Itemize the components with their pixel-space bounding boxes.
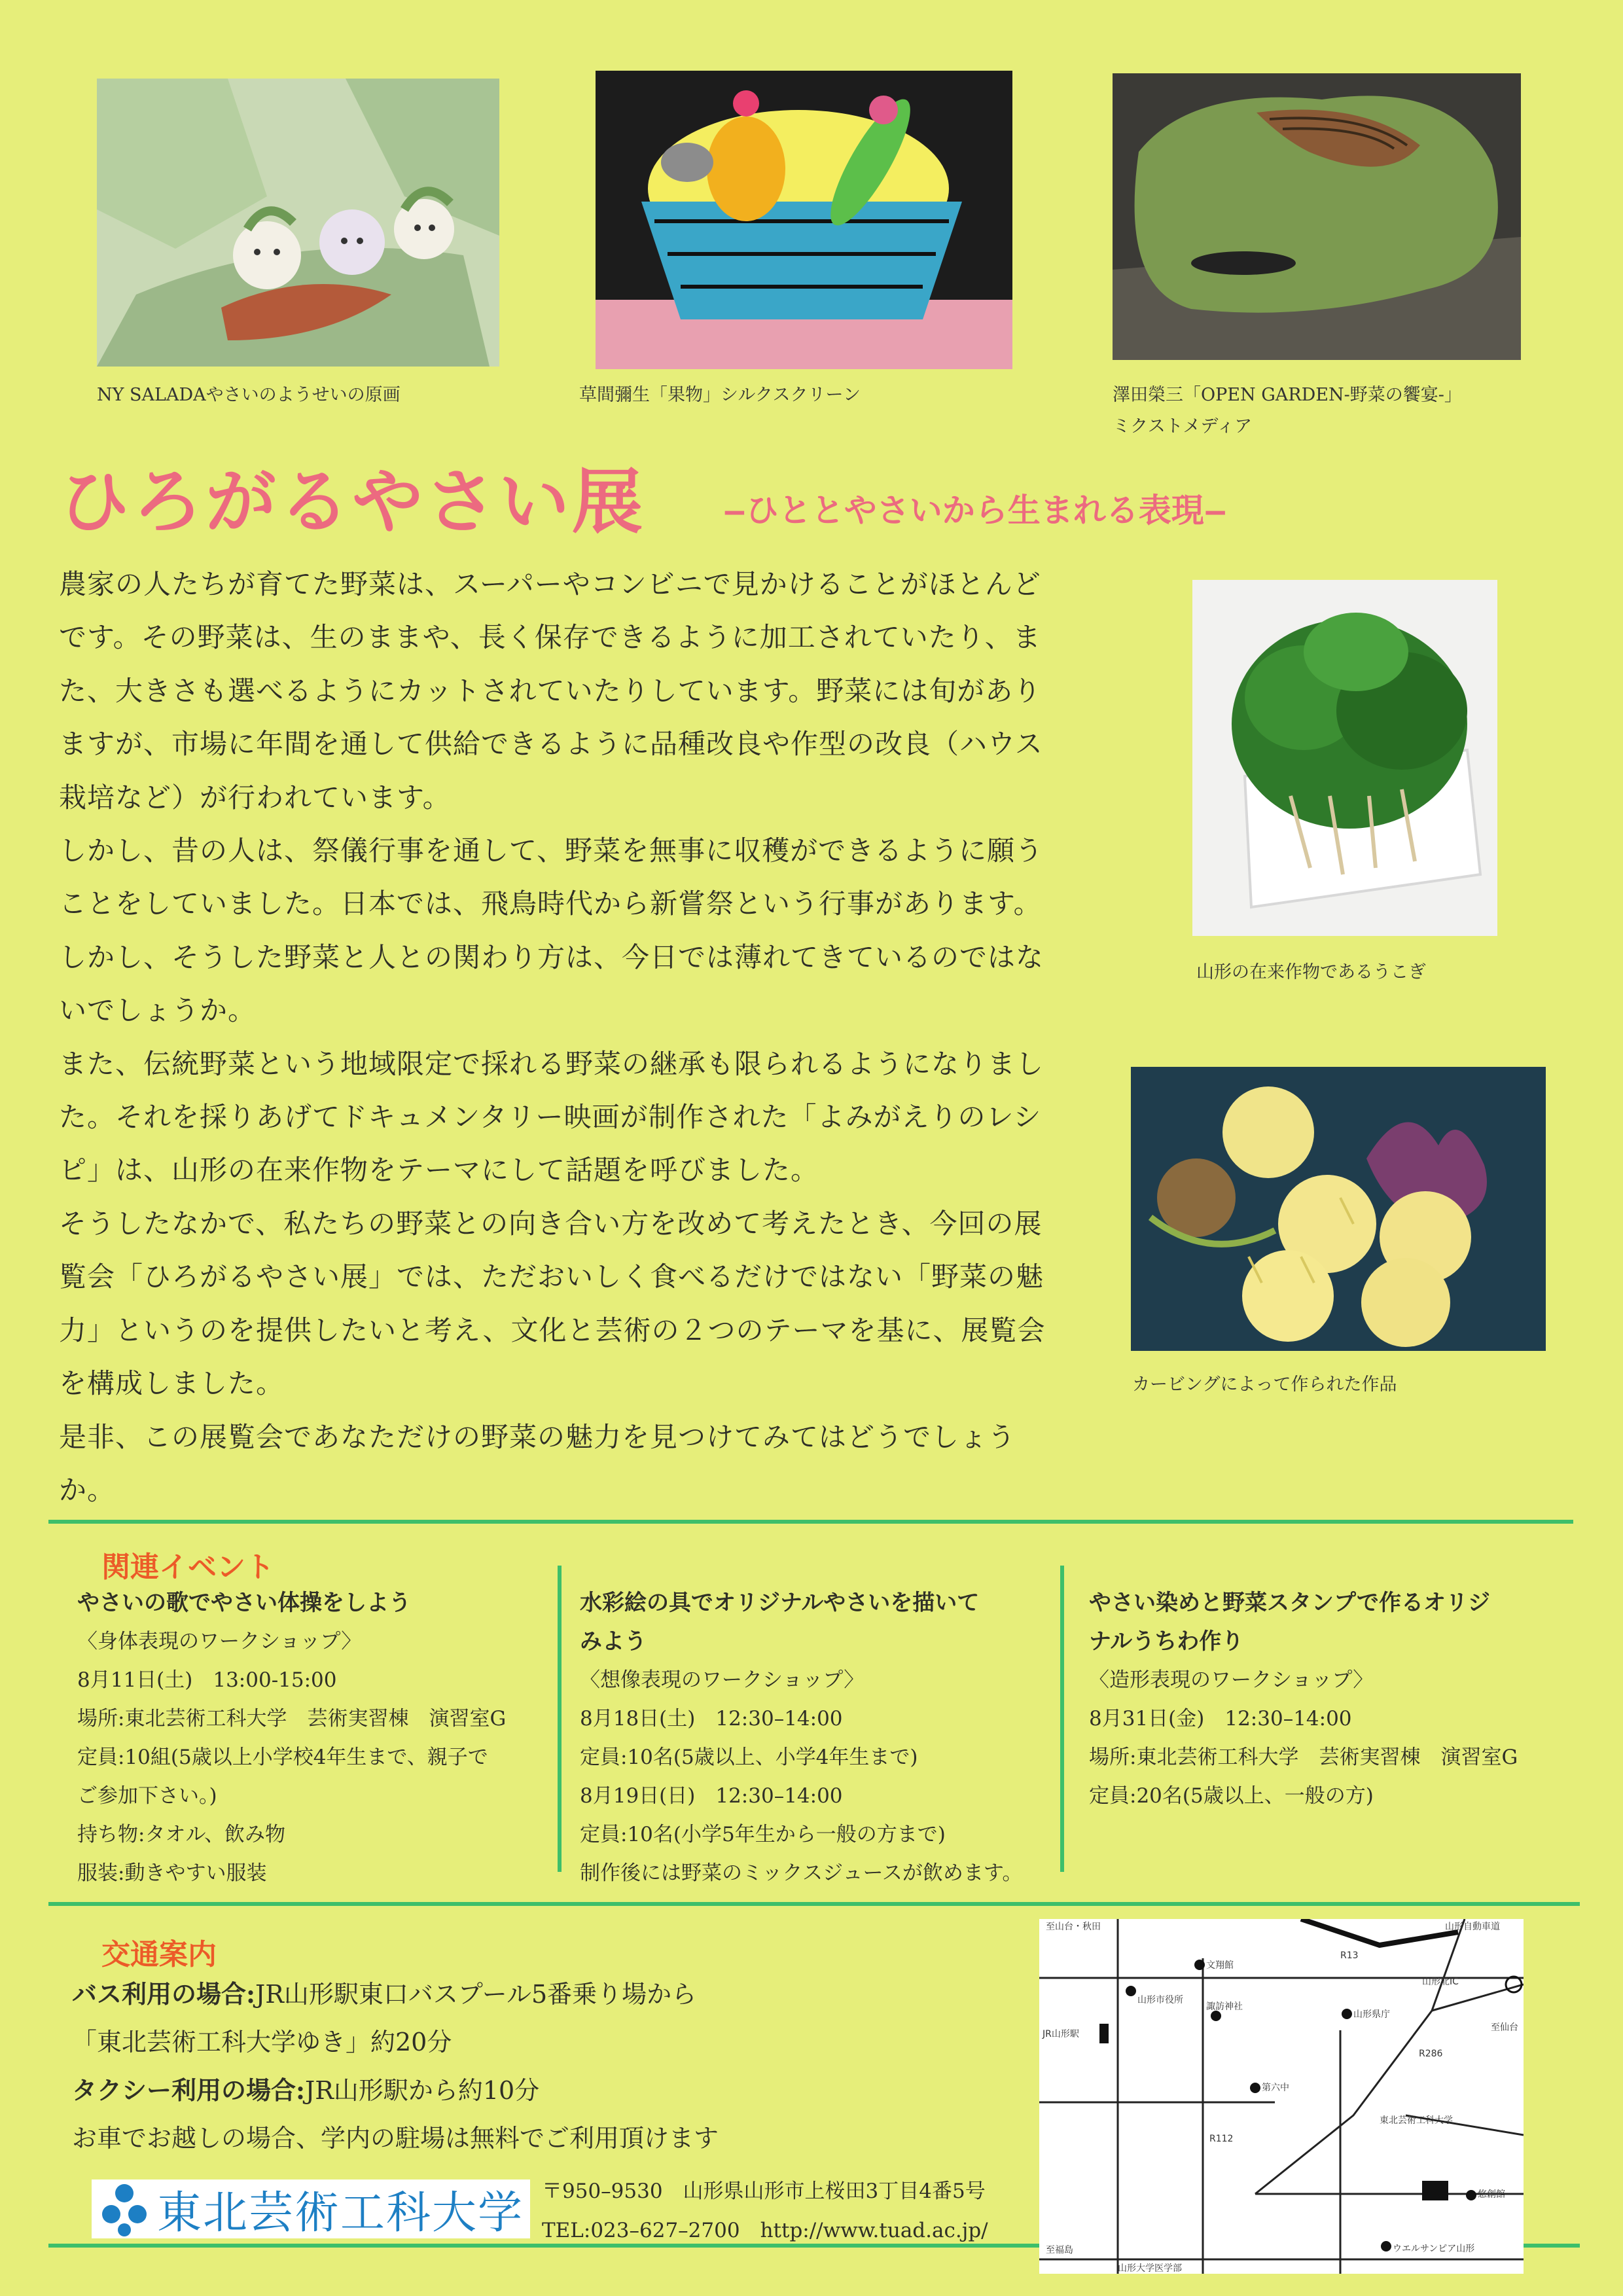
event-place: 場所:東北芸術工科大学 芸術実習棟 演習室G [77, 1707, 507, 1731]
event-2 [580, 1584, 1058, 1893]
column-divider-2 [1060, 1566, 1064, 1872]
map-label: 至福島 [1046, 2245, 1073, 2255]
event-date: 8月11日(土) 13:00-15:00 [77, 1668, 337, 1692]
intro-text [59, 558, 1067, 1516]
caption-open-garden-line1: 澤田榮三「OPEN GARDEN-野菜の饗宴-」 [1113, 385, 1462, 405]
map-label: 諏訪神社 [1206, 2001, 1243, 2012]
university-tel-url[interactable]: TEL:023–627–2700 http://www.tuad.ac.jp/ [542, 2219, 988, 2242]
event-type: 〈身体表現のワークショップ〉 [77, 1630, 362, 1653]
intro-paragraph: そうしたなかで、私たちの野菜との向き合い方を改めて考えたとき、今回の展覧会「ひろがるやさい展」では、ただおいしく食べるだけではない「野菜の魅力」というのを提供したいと考え、文化と芸術の２つのテーマを基に、展覧会を構成しました。 [59, 1207, 1046, 1400]
access-bus-2: 「東北芸術工科大学ゆき」約20分 [72, 2028, 452, 2056]
event-wear: 服装:動きやすい服装 [77, 1861, 267, 1885]
photo-ukogi [1192, 580, 1497, 936]
photo-ny-salada [97, 79, 499, 367]
map-label: R286 [1419, 2049, 1443, 2059]
access-bus [72, 1970, 719, 2018]
access-info [72, 1970, 719, 2162]
map-label: 山形北IC [1422, 1977, 1459, 1987]
map-label: 山形大学医学部 [1118, 2263, 1182, 2274]
events-heading: 関連イベント [101, 1551, 274, 1584]
event-capacity: 定員:10名(5歳以上、小学4年生まで) [580, 1746, 918, 1769]
event-title: ナルうちわ作り [1089, 1628, 1244, 1655]
divider-top [48, 1520, 1573, 1524]
university-mark-icon [96, 2180, 153, 2238]
map-label: R13 [1340, 1950, 1359, 1961]
map-label: 第六中 [1262, 2083, 1289, 2093]
event-capacity: 定員:20名(5歳以上、一般の方) [1089, 1784, 1374, 1808]
divider-middle [48, 1902, 1580, 1906]
access-bus-label: バス利用の場合: [72, 1979, 256, 2009]
access-taxi-text: JR山形駅から約10分 [305, 2076, 540, 2105]
intro-paragraph: また、伝統野菜という地域限定で採れる野菜の継承も限られるようになりました。それを採りあげてドキュメンタリー映画が制作された「よみがえりのレシピ」は、山形の在来作物をテーマにして話題を呼びました。 [59, 1047, 1044, 1187]
event-capacity: 定員:10名(小学5年生から一般の方まで) [580, 1823, 946, 1846]
column-divider-1 [558, 1566, 562, 1872]
event-title: やさいの歌でやさい体操をしよう [77, 1590, 411, 1616]
caption-carving: カービングによって作られた作品 [1132, 1374, 1397, 1395]
map-label: 山形自動車道 [1445, 1922, 1500, 1932]
caption-ny-salada: NY SALADAやさいのようせいの原画 [97, 385, 401, 405]
event-bring: 持ち物:タオル、飲み物 [77, 1823, 285, 1846]
event-note: 制作後には野菜のミックスジュースが飲めます。 [580, 1861, 1023, 1885]
university-logo[interactable] [92, 2179, 530, 2238]
photo-carving [1131, 1067, 1546, 1351]
map-label: R112 [1209, 2134, 1234, 2144]
exhibition-title: ひろがるやさい展 [59, 461, 646, 543]
event-title: みよう [580, 1628, 647, 1655]
caption-open-garden [1113, 380, 1462, 442]
event-type: 〈想像表現のワークショップ〉 [580, 1668, 865, 1692]
event-place: 場所:東北芸術工科大学 芸術実習棟 演習室G [1089, 1746, 1518, 1769]
caption-open-garden-line2: ミクストメディア [1113, 416, 1253, 437]
access-bus-text: JR山形駅東口バスプール5番乗り場から [255, 1980, 697, 2009]
event-date: 8月19日(日) 12:30–14:00 [580, 1784, 843, 1808]
caption-ukogi: 山形の在来作物であるうこぎ [1196, 962, 1426, 982]
intro-paragraph: しかし、昔の人は、祭儀行事を通して、野菜を無事に収穫ができるように願うことをしていました。日本では、飛鳥時代から新嘗祭という行事があります。しかし、そうした野菜と人との関わり方は、今日では薄れてきているのではないでしょうか。 [59, 834, 1044, 1027]
exhibition-subtitle: ‒ひととやさいから生まれる表現‒ [723, 491, 1227, 529]
event-3 [1089, 1584, 1573, 1816]
map-label: 山形市役所 [1137, 1995, 1183, 2005]
photo-open-garden [1113, 73, 1521, 360]
map-label: 東北芸術工科大学 [1380, 2115, 1453, 2126]
event-type: 〈造形表現のワークショップ〉 [1089, 1668, 1374, 1692]
event-date: 8月31日(金) 12:30–14:00 [1089, 1707, 1352, 1731]
map-label: 文翔館 [1206, 1960, 1234, 1971]
map-label: 至山台・秋田 [1046, 1922, 1101, 1932]
access-map[interactable] [1039, 1919, 1524, 2274]
access-heading: 交通案内 [101, 1938, 217, 1971]
event-title: 水彩絵の具でオリジナルやさいを描いて [580, 1590, 980, 1616]
access-taxi-label: タクシー利用の場合: [72, 2075, 306, 2105]
map-label: ウエルサンピア山形 [1393, 2244, 1475, 2254]
university-contact [542, 2172, 988, 2250]
access-car: お車でお越しの場合、学内の駐場は無料でご利用頂けます [72, 2124, 719, 2153]
event-date: 8月18日(土) 12:30–14:00 [580, 1707, 843, 1731]
university-name: 東北芸術工科大学 [157, 2187, 524, 2239]
event-capacity: 定員:10組(5歳以上小学校4年生まで、親子で [77, 1746, 488, 1769]
event-1 [77, 1584, 548, 1893]
event-capacity: ご参加下さい。) [77, 1784, 217, 1808]
map-label: 山形県庁 [1353, 2009, 1390, 2020]
university-address: 〒950–9530 山形県山形市上桜田3丁目4番5号 [542, 2179, 986, 2203]
map-label: 至仙台 [1491, 2022, 1518, 2033]
caption-kusama: 草間彌生「果物」シルクスクリーン [579, 385, 861, 405]
intro-paragraph: 農家の人たちが育てた野菜は、スーパーやコンビニで見かけることがほとんどです。その野菜は、生のままや、長く保存できるように加工されていたり、また、大きさも選べるようにカットされていたりしています。野菜には旬がありますが、市場に年間を通して供給できるように品種改良や作型の改良（ハウス栽培など）が行われています。 [59, 568, 1043, 814]
map-label: JR山形駅 [1043, 2029, 1079, 2039]
event-title: やさい染めと野菜スタンプで作るオリジ [1089, 1590, 1491, 1616]
map-label: 悠創館 [1478, 2189, 1505, 2200]
photo-kusama-fruit [596, 71, 1012, 369]
access-taxi [72, 2066, 719, 2115]
intro-paragraph: 是非、この展覧会であなただけの野菜の魅力を見つけてみてはどうでしょうか。 [59, 1420, 1016, 1506]
